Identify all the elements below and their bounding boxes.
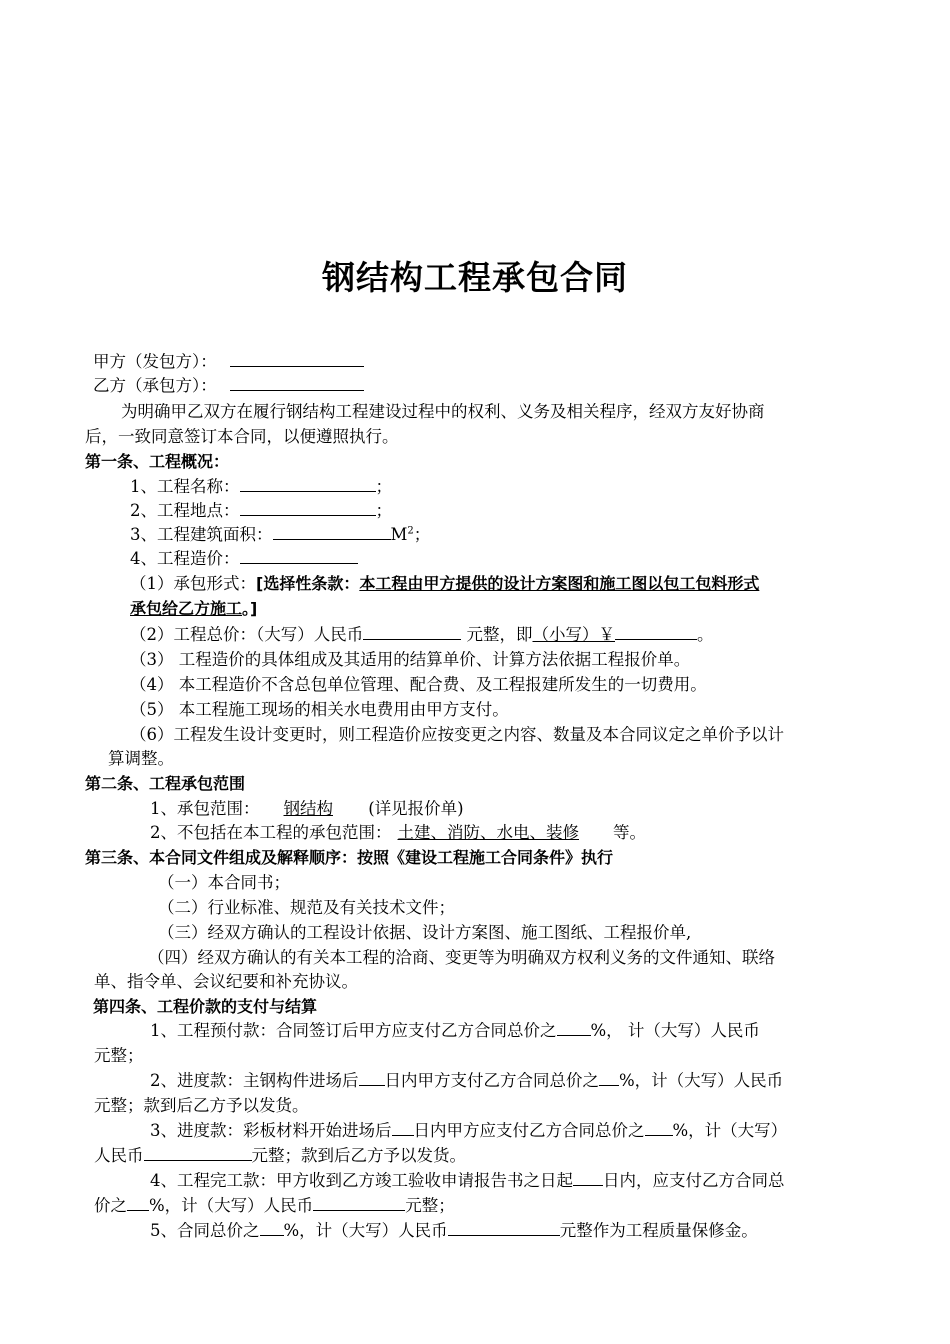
- payment-4-percent-blank: [127, 1194, 149, 1211]
- party-a-label: 甲方（发包方）：: [93, 352, 217, 371]
- exclusions-value: 土建、消防、水电、装修: [397, 823, 579, 842]
- payment-3-label: 3、进度款：彩板材料开始进场后: [150, 1121, 392, 1140]
- payment-3-end: 元整；款到后乙方予以发货。: [251, 1146, 466, 1165]
- party-b-line: [93, 374, 364, 398]
- payment-4-end: 元整；: [405, 1196, 455, 1215]
- cost-item-3: （3） 工程造价的具体组成及其适用的结算单价、计算方法依据工程报价单。: [130, 650, 691, 669]
- payment-3-days-blank: [392, 1119, 414, 1136]
- payment-2-label: 2、进度款：主钢构件进场后: [150, 1071, 359, 1090]
- payment-3-line-2: [94, 1144, 466, 1168]
- exclusions-line: [150, 821, 646, 845]
- payment-2-days-blank: [359, 1069, 385, 1086]
- scope-suffix: (详见报价单): [368, 799, 464, 818]
- payment-5-amount-blank: [448, 1219, 560, 1236]
- document-item-2: （二）行业标准、规范及有关技术文件；: [158, 898, 455, 917]
- contract-form-text: 本工程由甲方提供的设计方案图和施工图以包工包料形式: [359, 574, 760, 593]
- area-unit-superscript: 2: [407, 525, 414, 537]
- payment-3-line-1: [150, 1119, 787, 1143]
- document-title: 钢结构工程承包合同: [322, 258, 628, 297]
- payment-5-percent-blank: [260, 1219, 284, 1236]
- project-cost-line: [130, 547, 358, 571]
- payment-1-line-2: 元整；: [94, 1046, 144, 1065]
- payment-4-line-2: [94, 1194, 455, 1218]
- scope-value: 钢结构: [283, 799, 333, 818]
- contract-form-line-1: [130, 572, 759, 596]
- project-cost-blank: [240, 547, 358, 564]
- cost-item-6-line-1: （6）工程发生设计变更时，则工程造价应按变更之内容、数量及本合同议定之单价予以计: [130, 725, 784, 744]
- payment-2-mid: 日内甲方支付乙方合同总价之: [384, 1071, 599, 1090]
- area-unit: M: [390, 525, 408, 544]
- contract-form-label: （1）承包形式：: [130, 574, 256, 593]
- total-price-line: [130, 623, 714, 647]
- total-price-mid: 元整，即: [461, 625, 533, 644]
- project-area-line: [130, 523, 430, 547]
- party-b-blank: [230, 374, 364, 391]
- project-cost-label: 4、工程造价：: [130, 549, 240, 568]
- party-b-label: 乙方（承包方）：: [93, 376, 217, 395]
- semicolon: ；: [413, 525, 431, 544]
- project-location-label: 2、工程地点：: [130, 501, 240, 520]
- total-price-small-label: （小写）￥: [532, 625, 615, 644]
- payment-1-percent-blank: [557, 1019, 591, 1036]
- document-item-4-line-1: （四）经双方确认的有关本工程的洽商、变更等为明确双方权利义务的文件通知、联络: [148, 948, 775, 967]
- payment-5-line: [150, 1219, 758, 1243]
- payment-4-days-blank: [573, 1169, 603, 1186]
- intro-line-2: 后，一致同意签订本合同，以便遵照执行。: [85, 427, 399, 446]
- project-name-blank: [240, 475, 376, 492]
- total-price-small-blank: [615, 623, 697, 640]
- payment-3-amount-blank: [144, 1144, 252, 1161]
- contract-form-end: 。]: [242, 599, 258, 618]
- article-1-heading: 第一条、工程概况：: [85, 452, 230, 471]
- payment-2-suffix: %，计（大写）人民币: [619, 1071, 784, 1090]
- party-a-line: [93, 350, 364, 374]
- article-4-heading: 第四条、工程价款的支付与结算: [93, 997, 318, 1016]
- payment-2-percent-blank: [599, 1069, 619, 1086]
- payment-5-mid: %，计（大写）人民币: [283, 1221, 448, 1240]
- total-price-label: （2）工程总价：（大写）人民币: [130, 625, 364, 644]
- payment-3-suffix: %，计（大写）: [672, 1121, 788, 1140]
- optional-clause-label: [选择性条款：: [256, 574, 360, 593]
- payment-4-price-label: 价之: [94, 1196, 127, 1215]
- payment-2-line-1: [150, 1069, 783, 1093]
- cost-item-5: （5） 本工程施工现场的相关水电费用由甲方支付。: [130, 700, 509, 719]
- cost-item-4: （4） 本工程造价不含总包单位管理、配合费、及工程报建所发生的一切费用。: [130, 675, 707, 694]
- payment-4-amount-blank: [313, 1194, 405, 1211]
- scope-label: 1、承包范围：: [150, 799, 260, 818]
- contract-form-text-cont: 承包给乙方施工: [130, 599, 243, 618]
- article-3-heading: 第三条、本合同文件组成及解释顺序：按照《建设工程施工合同条件》执行: [85, 848, 614, 867]
- payment-3-mid: 日内甲方应支付乙方合同总价之: [413, 1121, 645, 1140]
- party-a-blank: [230, 350, 364, 367]
- scope-line: [150, 797, 464, 821]
- payment-3-currency-label: 人民币: [94, 1146, 144, 1165]
- exclusions-label: 2、不包括在本工程的承包范围：: [150, 823, 392, 842]
- total-price-capital-blank: [363, 623, 461, 640]
- semicolon: ；: [375, 477, 392, 496]
- article-2-heading: 第二条、工程承包范围: [85, 774, 246, 793]
- payment-2-line-2: 元整；款到后乙方予以发货。: [94, 1096, 309, 1115]
- intro-line-1: 为明确甲乙双方在履行钢结构工程建设过程中的权利、义务及相关程序，经双方友好协商: [121, 402, 765, 421]
- exclusions-suffix: 等。: [613, 823, 646, 842]
- project-area-blank: [273, 523, 391, 540]
- project-name-label: 1、工程名称：: [130, 477, 240, 496]
- payment-1-suffix: %， 计（大写）人民币: [590, 1021, 760, 1040]
- document-item-1: （一）本合同书；: [158, 873, 290, 892]
- payment-4-mid: %，计（大写）人民币: [149, 1196, 314, 1215]
- payment-1-label: 1、工程预付款：合同签订后甲方应支付乙方合同总价之: [150, 1021, 557, 1040]
- project-location-line: [130, 499, 392, 523]
- project-location-blank: [240, 499, 376, 516]
- payment-4-label: 4、工程完工款：甲方收到乙方竣工验收申请报告书之日起: [150, 1171, 573, 1190]
- payment-4-line-1: [150, 1169, 785, 1193]
- semicolon: ；: [375, 501, 392, 520]
- contract-form-line-2: [130, 597, 257, 621]
- payment-4-suffix: 日内，应支付乙方合同总: [603, 1171, 785, 1190]
- payment-5-end: 元整作为工程质量保修金。: [559, 1221, 758, 1240]
- payment-3-percent-blank: [645, 1119, 673, 1136]
- document-item-4-line-2: 单、指令单、会议纪要和补充协议。: [94, 972, 358, 991]
- cost-item-6-line-2: 算调整。: [108, 749, 174, 768]
- project-name-line: [130, 475, 392, 499]
- total-price-end: 。: [697, 625, 714, 644]
- project-area-label: 3、工程建筑面积：: [130, 525, 273, 544]
- document-item-3: （三）经双方确认的工程设计依据、设计方案图、施工图纸、工程报价单,: [158, 923, 692, 942]
- payment-1-line-1: [150, 1019, 760, 1043]
- payment-5-label: 5、合同总价之: [150, 1221, 260, 1240]
